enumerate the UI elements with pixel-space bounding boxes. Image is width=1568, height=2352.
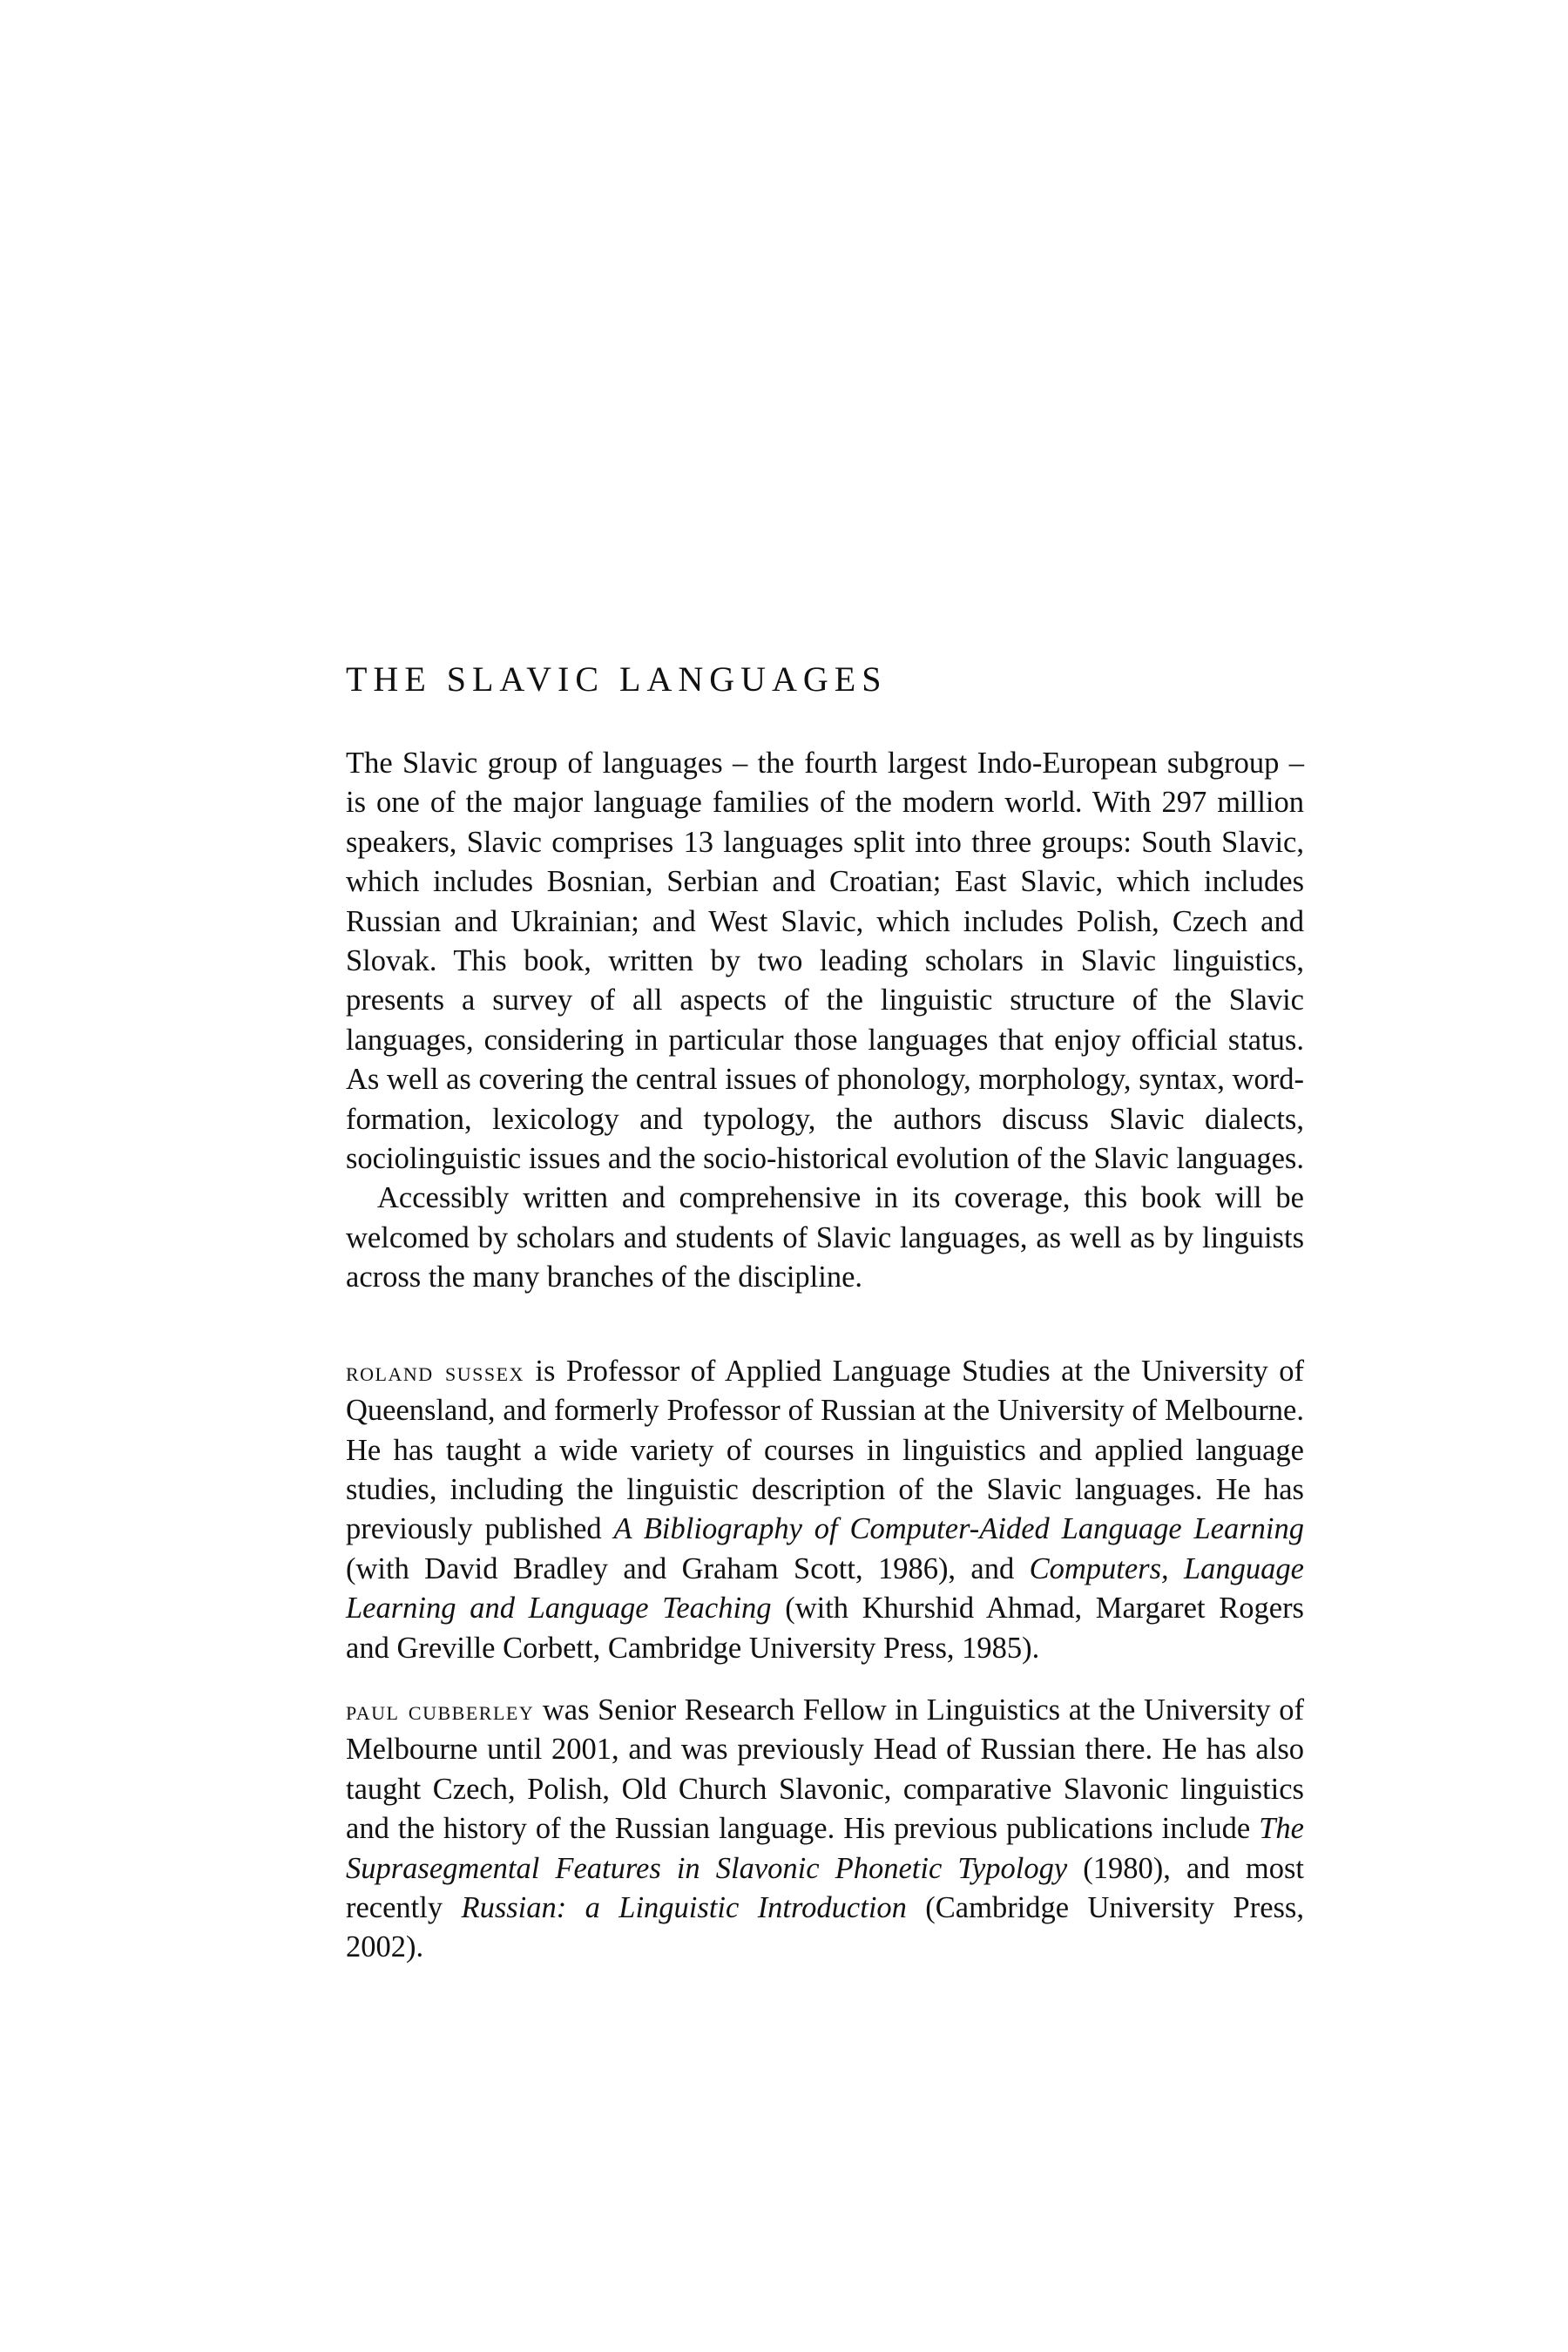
author-name-cubberley: paul cubberley bbox=[346, 1693, 535, 1726]
bio-text: (1980), and most recently bbox=[346, 1851, 1304, 1924]
description-paragraph-1: The Slavic group of languages – the fourth largest Indo-European subgroup – is one of the major language families of the modern world. With 297 million speakers, Slavic comprises 13 languages split into three groups: South Slavic, which includes Bosnian, Serbian and Croatian; East Slavic, which includes Russian and Ukrainian; and West Slavic, which includes Polish, Czech and Slovak. This book, written by two leading scholars in Slavic linguistics, presents a survey of all aspects of the linguistic structure of the Slavic languages, considering in particular those languages that enjoy official status. As well as covering the central issues of phonology, morphology, syntax, word-formation, lexicology and typology, the authors discuss Slavic dialects, sociolinguistic issues and the socio-historical evolution of the Slavic languages. bbox=[346, 747, 1304, 1176]
author-bios bbox=[346, 1352, 1304, 1968]
bio-text: (Cambridge University Press, 2002). bbox=[346, 1890, 1304, 1964]
book-title: Computers, Language Learning and Language Teaching bbox=[346, 1551, 1304, 1625]
bio-text: is Professor of Applied Language Studies at the University of Queensland, and formerly Professor of Russian at the University of Melbourne. He has taught a wide variety of courses in linguistics and applied language studies, including the linguistic description of the Slavic languages. He has previously published bbox=[346, 1354, 1304, 1546]
bio-text: was Senior Research Fellow in Linguistics at the University of Melbourne until 2001, and was previously Head of Russian there. He has also taught Czech, Polish, Old Church Slavonic, comparative Slavonic linguistics and the history of the Russian language. His previous publications include bbox=[346, 1693, 1304, 1846]
book-title: Russian: a Linguistic Introduction bbox=[461, 1890, 907, 1924]
description-paragraph-2: Accessibly written and comprehensive in its coverage, this book will be welcomed by scholars and students of Slavic languages, as well as by linguists across the many branches of the discipline. bbox=[346, 1181, 1304, 1294]
author-name-sussex: roland sussex bbox=[346, 1355, 524, 1387]
bio-roland-sussex bbox=[346, 1352, 1304, 1668]
book-title: A Bibliography of Computer-Aided Language Learning bbox=[613, 1512, 1305, 1546]
bio-text: (with Khurshid Ahmad, Margaret Rogers and Greville Corbett, Cambridge University Press, 1985). bbox=[346, 1592, 1304, 1665]
bio-text: (with David Bradley and Graham Scott, 1986), and bbox=[346, 1551, 1030, 1585]
bio-paul-cubberley bbox=[346, 1691, 1304, 1968]
book-title: The Suprasegmental Features in Slavonic Phonetic Typology bbox=[346, 1812, 1304, 1885]
page-title: THE SLAVIC LANGUAGES bbox=[346, 659, 888, 699]
page-content bbox=[346, 659, 1305, 1968]
